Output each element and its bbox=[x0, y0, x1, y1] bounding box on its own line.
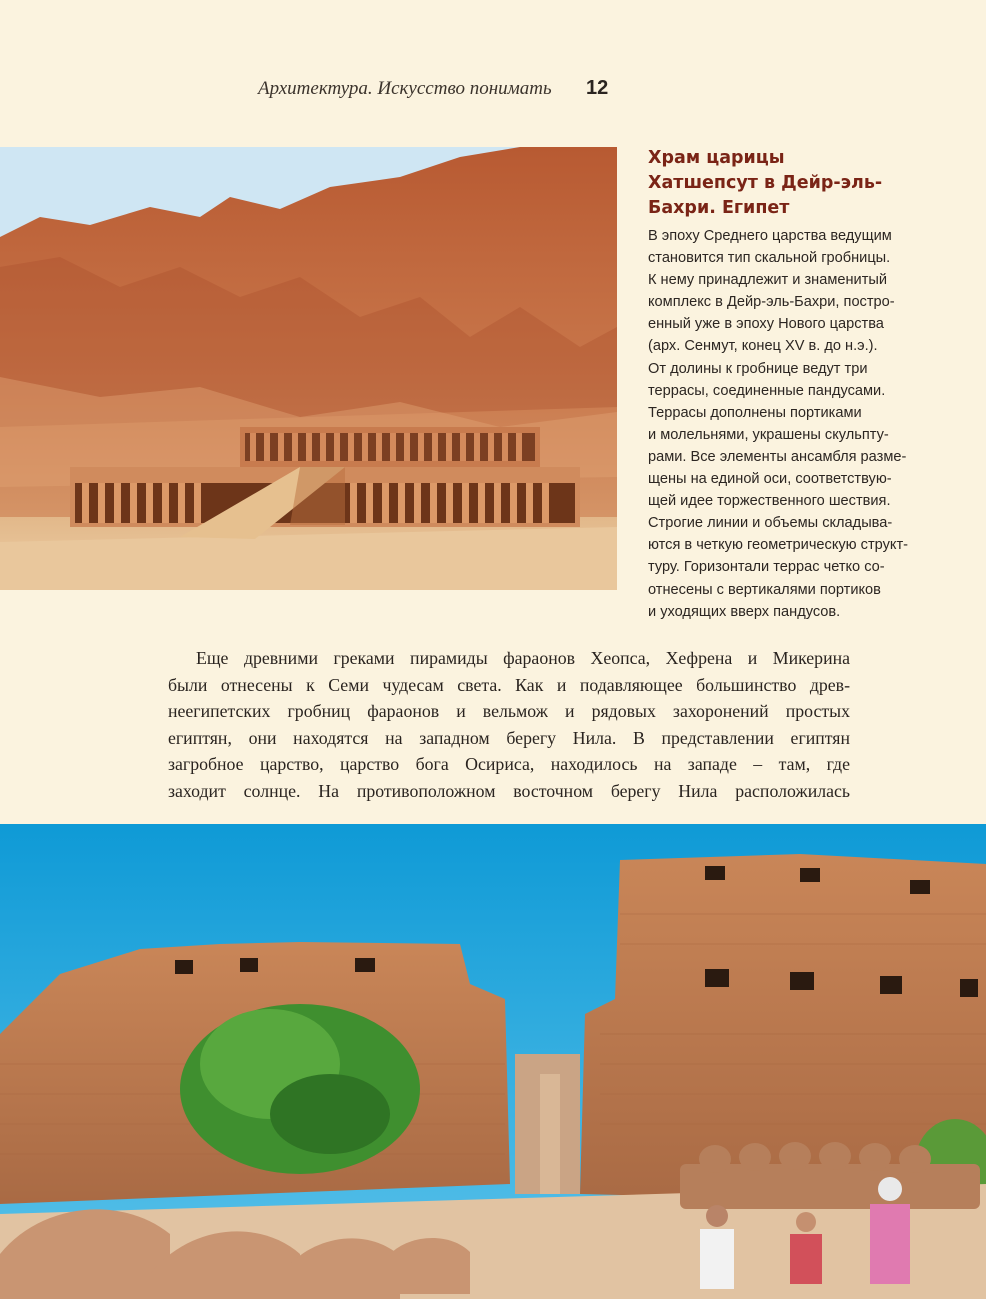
caption-line: (арх. Сенмут, конец XV в. до н.э.). bbox=[648, 338, 878, 355]
body-paragraph bbox=[168, 645, 850, 805]
body-line: Еще древними греками пирамиды фараонов Хеопса, Хефрена и Микерина bbox=[196, 648, 850, 668]
caption-line: рами. Все элементы ансамбля разме- bbox=[648, 448, 907, 465]
caption-title-line: Храм царицы bbox=[648, 148, 785, 168]
caption-line: К нему принадлежит и знаменитый bbox=[648, 272, 888, 289]
page-number: 12 bbox=[586, 77, 609, 99]
caption-line: Строгие линии и объемы складыва- bbox=[648, 515, 893, 532]
caption-title-line: Хатшепсут в Дейр-эль- bbox=[648, 173, 883, 193]
body-line: заходит солнце. На противоположном восточном берегу Нила расположилась bbox=[168, 780, 850, 801]
caption-line: туру. Горизонтали террас четко со- bbox=[648, 559, 885, 576]
caption-line: От долины к гробнице ведут три bbox=[648, 360, 868, 377]
body-line: загробное царство, царство бога Осириса, находилось на западе – там, где bbox=[168, 754, 850, 775]
hatshepsut-temple-photo bbox=[0, 147, 617, 590]
running-title: Архитектура. Искусство понимать bbox=[258, 78, 552, 99]
caption-line: В эпоху Среднего царства ведущим bbox=[648, 228, 892, 244]
caption-line: террасы, соединенные пандусами. bbox=[648, 382, 886, 399]
caption-line: енный уже в эпоху Нового царства bbox=[648, 316, 884, 333]
caption-title-line: Бахри. Египет bbox=[648, 198, 790, 218]
photo-caption bbox=[648, 146, 930, 623]
caption-line: комплекс в Дейр-эль-Бахри, постро- bbox=[648, 294, 895, 311]
body-line: египтян, они находятся на западном берегу Нила. В представлении египтян bbox=[168, 727, 850, 748]
caption-text bbox=[648, 225, 930, 623]
caption-line: и уходящих вверх пандусов. bbox=[648, 603, 841, 620]
caption-title bbox=[648, 146, 930, 221]
caption-line: щены на единой оси, соответствую- bbox=[648, 471, 892, 488]
karnak-temple-photo bbox=[0, 824, 986, 1299]
caption-line: ются в четкую геометрическую структ- bbox=[648, 537, 909, 554]
caption-line: Террасы дополнены портиками bbox=[648, 404, 862, 421]
body-line: были отнесены к Семи чудесам света. Как и подавляющее большинство древ- bbox=[168, 674, 850, 695]
body-line: неегипетских гробниц фараонов и вельмож и рядовых захоронений простых bbox=[168, 701, 850, 722]
caption-line: и молельнями, украшены скульпту- bbox=[648, 426, 889, 443]
caption-line: отнесены с вертикалями портиков bbox=[648, 581, 881, 598]
caption-line: становится тип скальной гробницы. bbox=[648, 250, 891, 267]
caption-line: щей идее торжественного шествия. bbox=[648, 493, 891, 510]
